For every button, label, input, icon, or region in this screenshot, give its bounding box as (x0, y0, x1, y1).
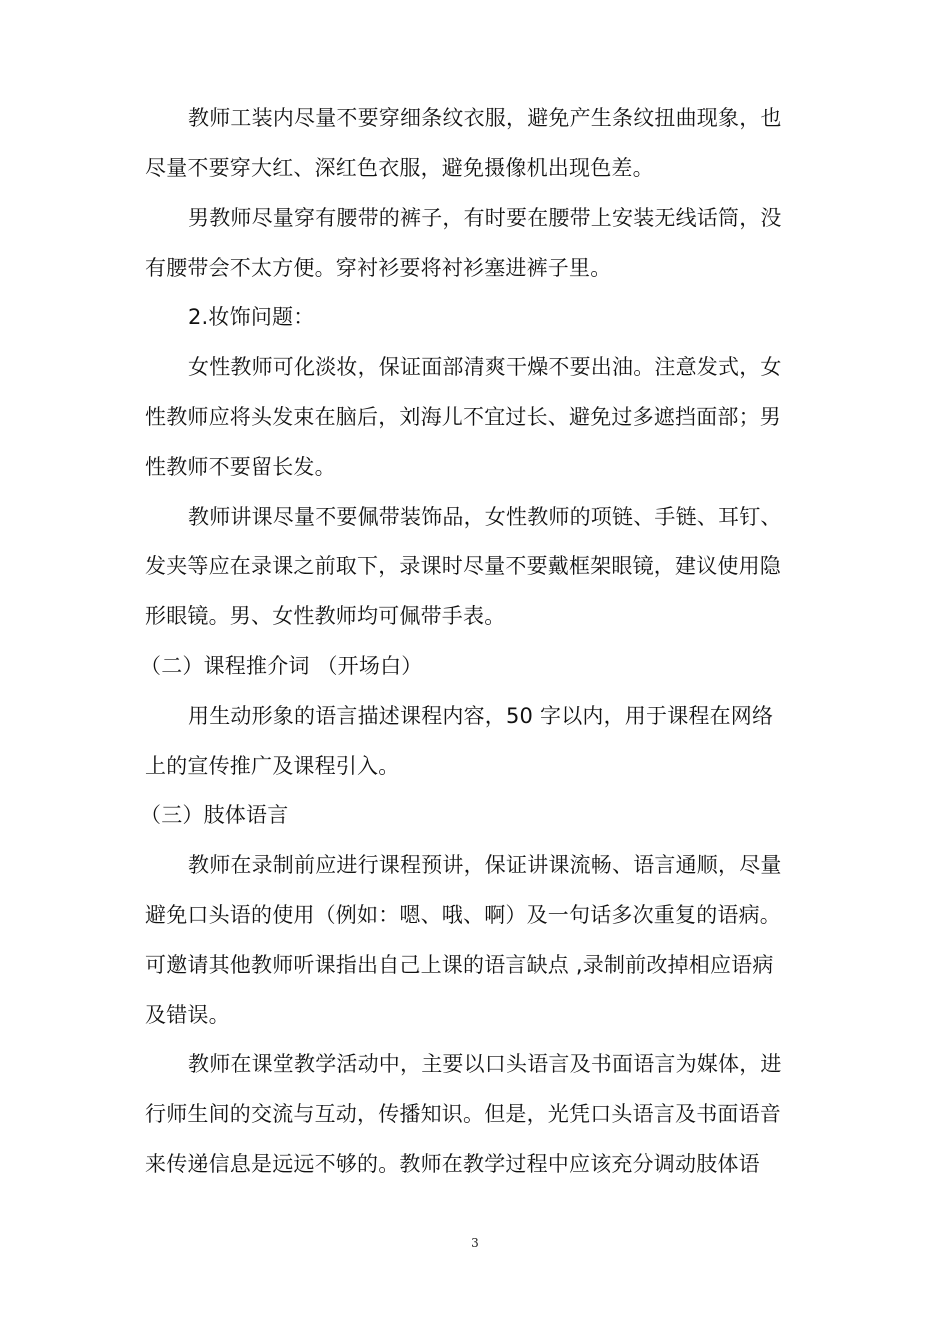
paragraph-line: 上的宣传推广及课程引入。 (145, 754, 400, 778)
paragraph-line: 行师生间的交流与互动，传播知识。但是，光凭口头语言及书面语音 (145, 1102, 781, 1126)
paragraph-line: 教师在课堂教学活动中，主要以口头语言及书面语言为媒体，进 (188, 1052, 782, 1076)
paragraph-line: 用生动形象的语言描述课程内容，50 字以内，用于课程在网络 (188, 704, 774, 728)
paragraph-line: 女性教师可化淡妆，保证面部清爽干燥不要出油。注意发式，女 (188, 355, 782, 379)
paragraph-line: 可邀请其他教师听课指出自己上课的语言缺点 ,录制前改掉相应语病 (145, 953, 774, 977)
paragraph-line: 性教师应将头发束在脑后，刘海儿不宜过长、避免过多遮挡面部；男 (145, 405, 781, 429)
paragraph-line: 发夹等应在录课之前取下，录课时尽量不要戴框架眼镜，建议使用隐 (145, 554, 781, 578)
paragraph-line: 有腰带会不太方便。穿衬衫要将衬衫塞进裤子里。 (145, 256, 612, 280)
paragraph-line: 来传递信息是远远不够的。教师在教学过程中应该充分调动肢体语 (145, 1152, 760, 1176)
paragraph-line: 尽量不要穿大红、深红色衣服，避免摄像机出现色差。 (145, 156, 654, 180)
paragraph-line: 及错误。 (145, 1003, 230, 1027)
paragraph-line: 避免口头语的使用（例如：嗯、哦、啊）及一句话多次重复的语病。 (145, 903, 781, 927)
paragraph-line: 教师讲课尽量不要佩带装饰品，女性教师的项链、手链、耳钉、 (188, 505, 782, 529)
paragraph-line: 性教师不要留长发。 (145, 455, 336, 479)
paragraph-line: 教师在录制前应进行课程预讲，保证讲课流畅、语言通顺，尽量 (188, 853, 782, 877)
section-subheading: 2.妆饰问题： (188, 305, 315, 329)
paragraph-line: 教师工装内尽量不要穿细条纹衣服，避免产生条纹扭曲现象，也 (188, 106, 782, 130)
paragraph-line: 形眼镜。男、女性教师均可佩带手表。 (145, 604, 506, 628)
section-heading: （三）肢体语言 (140, 803, 289, 827)
page-number: 3 (471, 1236, 479, 1250)
section-heading: （二）课程推介词 （开场白） (140, 654, 423, 678)
paragraph-line: 男教师尽量穿有腰带的裤子，有时要在腰带上安装无线话筒，没 (188, 206, 782, 230)
